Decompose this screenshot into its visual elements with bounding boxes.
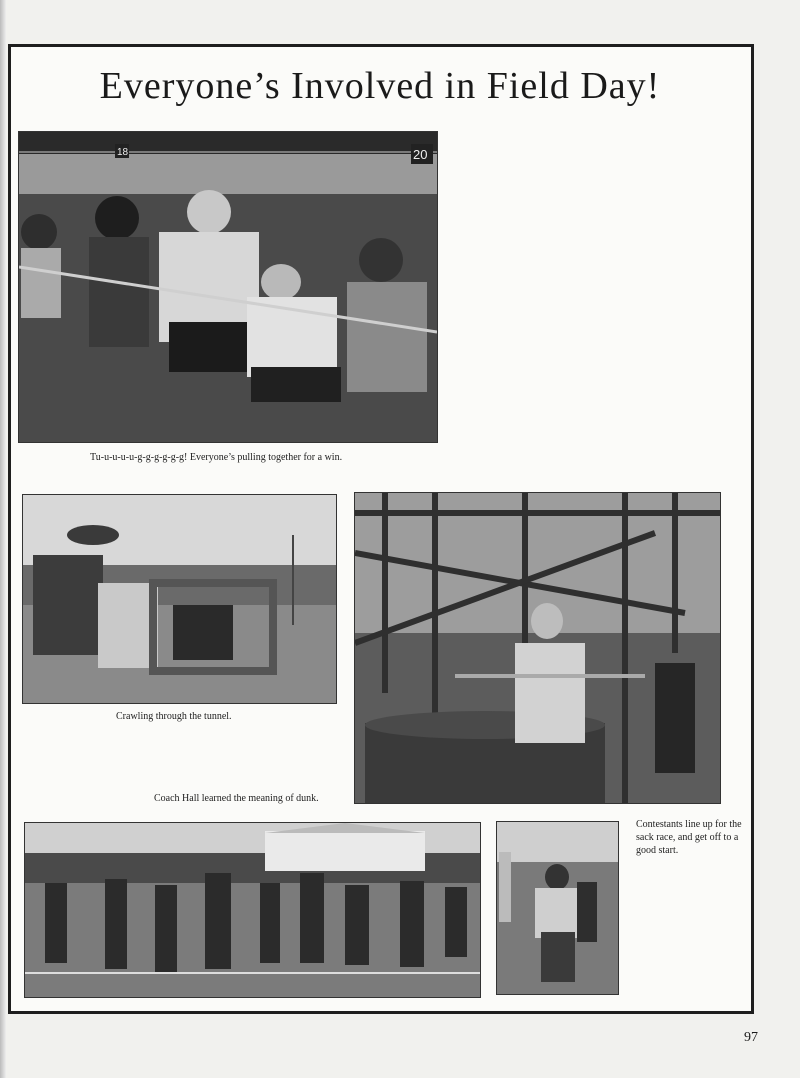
photo-dunk-tank <box>354 492 721 804</box>
fence-sign-left: 18 <box>117 147 129 158</box>
photo-tunnel <box>22 494 337 704</box>
page-number: 97 <box>744 1030 758 1045</box>
book-spine-shadow <box>0 0 6 1078</box>
caption-sack-race: Contestants line up for the sack race, and get off to a good start. <box>636 819 742 856</box>
photo-tug-of-war <box>18 131 438 443</box>
caption-tug-of-war: Tu-u-u-u-u-g-g-g-g-g-g! Everyone’s pulling together for a win. <box>90 452 343 463</box>
caption-tunnel: Crawling through the tunnel. <box>116 711 232 722</box>
caption-dunk-tank: Coach Hall learned the meaning of dunk. <box>154 793 319 804</box>
photo-sack-race-line <box>24 822 481 998</box>
photo-sack-race-single <box>496 821 619 995</box>
fence-sign-right: 20 <box>413 147 428 162</box>
page-title: Everyone’s Involved in Field Day! <box>99 65 661 107</box>
